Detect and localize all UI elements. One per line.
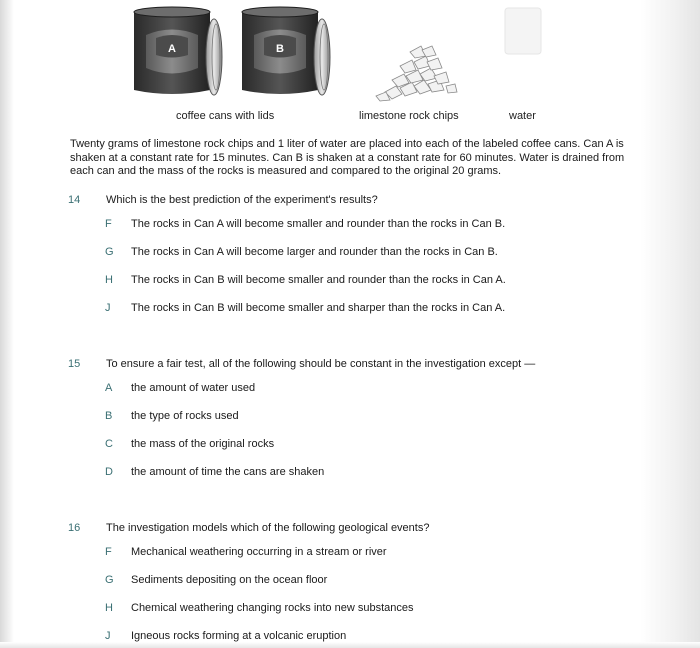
answer-option[interactable]: Chemical weathering changing rocks into new substances (131, 602, 414, 614)
answer-letter[interactable]: D (105, 466, 113, 478)
answer-option[interactable]: Igneous rocks forming at a volcanic eruption (131, 630, 347, 642)
rock-chips-pile (376, 46, 457, 101)
water-container (505, 8, 541, 54)
answer-letter[interactable]: B (105, 410, 113, 422)
question-number: 14 (68, 194, 81, 206)
answer-option[interactable]: Sediments depositing on the ocean floor (131, 574, 328, 586)
answer-letter[interactable]: H (105, 602, 113, 614)
answer-option[interactable]: The rocks in Can B will become smaller and rounder than the rocks in Can A. (131, 274, 506, 286)
can-a-lid (206, 19, 222, 95)
experiment-figure (0, 0, 700, 126)
caption-cans: coffee cans with lids (176, 110, 275, 122)
page-shadow-bottom (0, 642, 700, 648)
answer-letter[interactable]: J (105, 630, 111, 642)
answer-option[interactable]: the type of rocks used (131, 410, 239, 422)
answer-option[interactable]: The rocks in Can A will become smaller and rounder than the rocks in Can B. (131, 218, 506, 230)
answer-letter[interactable]: F (105, 218, 112, 230)
can-a-label: A (168, 43, 176, 55)
answer-letter[interactable]: F (105, 546, 112, 558)
caption-chips: limestone rock chips (359, 110, 459, 122)
answer-letter[interactable]: J (105, 302, 111, 314)
answer-letter[interactable]: G (105, 246, 114, 258)
answer-letter[interactable]: G (105, 574, 114, 586)
answer-option[interactable]: The rocks in Can A will become larger and rounder than the rocks in Can B. (131, 246, 498, 258)
caption-water: water (509, 110, 536, 122)
answer-option[interactable]: The rocks in Can B will become smaller and sharper than the rocks in Can A. (131, 302, 506, 314)
answer-letter[interactable]: H (105, 274, 113, 286)
can-b-lid (314, 19, 330, 95)
question-number: 16 (68, 522, 81, 534)
answer-letter[interactable]: A (105, 382, 113, 394)
answer-option[interactable]: the amount of time the cans are shaken (131, 466, 325, 478)
question-text: The investigation models which of the following geological events? (106, 522, 430, 534)
question-text: To ensure a fair test, all of the following should be constant in the investigation except — (106, 358, 536, 370)
answer-option[interactable]: the amount of water used (131, 382, 256, 394)
answer-option[interactable]: Mechanical weathering occurring in a stream or river (131, 546, 387, 558)
answer-letter[interactable]: C (105, 438, 113, 450)
answer-option[interactable]: the mass of the original rocks (131, 438, 275, 450)
question-text: Which is the best prediction of the experiment's results? (106, 194, 378, 206)
question-number: 15 (68, 358, 81, 370)
experiment-description: Twenty grams of limestone rock chips and 1 liter of water are placed into each of the labeled coffee cans. Can A is shaken at a constant rate for 15 minutes. Can B is shaken at a constant rate for 60 minutes. Water is drained from each can and the mass of the rocks is measured and compared to the original 20 grams. (70, 138, 625, 177)
can-b-label: B (276, 43, 284, 55)
